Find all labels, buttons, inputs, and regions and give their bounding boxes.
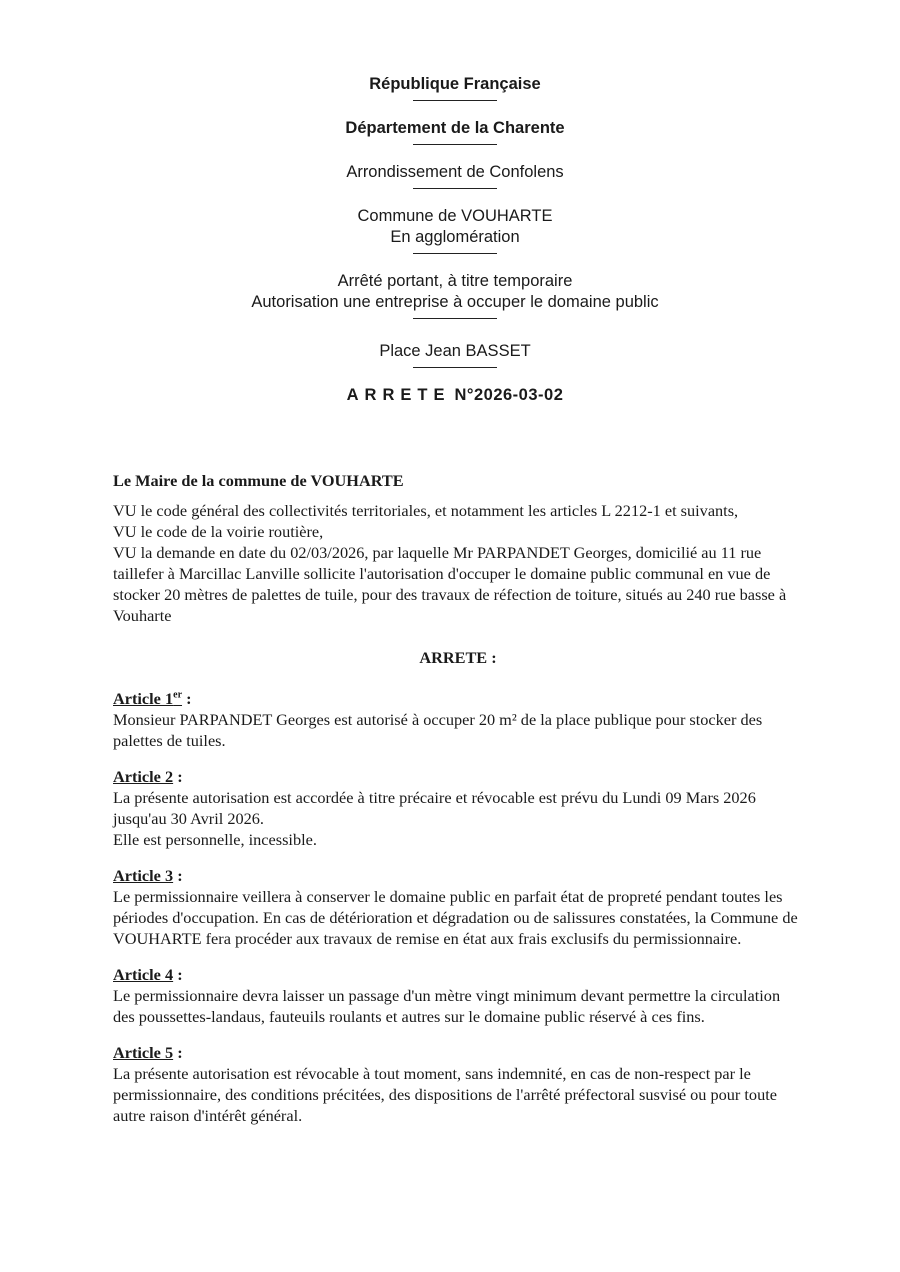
article-1-text: Monsieur PARPANDET Georges est autorisé à occuper 20 m² de la place publique pour stocker des palettes de tuiles. <box>113 710 763 750</box>
visa-paragraph: VU la demande en date du 02/03/2026, par laquelle Mr PARPANDET Georges, domicilié au 11 rue taillefer à Marcillac Lanville sollicite l'autorisation d'occuper le domaine public communal en vue de stocker 20 mètres de palettes de tuile, pour des travaux de réfection de toiture, situés au 240 rue basse à Vouharte <box>113 543 787 625</box>
article-3-title: Article 3 : <box>113 866 183 885</box>
header-rule <box>413 253 497 254</box>
maire-heading: Le Maire de la commune de VOUHARTE <box>113 471 404 490</box>
arrondissement-title: Arrondissement de Confolens <box>346 163 564 181</box>
header-rule <box>413 188 497 189</box>
article-4-text: Le permissionnaire devra laisser un passage d'un mètre vingt minimum devant permettre la circulation des poussettes-landaus, fauteuils roulants et autres sur le domaine public réservé à ces fins. <box>113 986 781 1026</box>
arrete-number-title <box>0 385 900 406</box>
article-1-title: Article 1er : <box>113 689 192 708</box>
arrete-subject-line2: Autorisation une entreprise à occuper le domaine public <box>251 293 659 311</box>
visa-paragraph: VU le code général des collectivités territoriales, et notamment les articles L 2212-1 et suivants, <box>113 501 739 520</box>
header-rule <box>413 100 497 101</box>
department-title: Département de la Charente <box>345 119 565 137</box>
article-3-text: Le permissionnaire veillera à conserver le domaine public en parfait état de propreté pendant toutes les périodes d'occupation. En cas de détérioration et dégradation ou de salissures constatées, la Commune de VOUHARTE fera procéder aux travaux de remise en état aux frais exclusifs du permissionnaire. <box>113 887 798 948</box>
article-2-text-extra: Elle est personnelle, incessible. <box>113 830 317 849</box>
article-5-title: Article 5 : <box>113 1043 183 1062</box>
article-2-title: Article 2 : <box>113 767 183 786</box>
location-title: Place Jean BASSET <box>379 342 531 360</box>
republic-title: République Française <box>369 75 541 93</box>
commune-title: Commune de VOUHARTE <box>357 207 553 225</box>
arrete-number: N°2026-03-02 <box>454 386 564 404</box>
header-rule <box>413 318 497 319</box>
agglomeration-title: En agglomération <box>390 228 520 246</box>
article-4-title: Article 4 : <box>113 965 183 984</box>
arrete-subject-line1: Arrêté portant, à titre temporaire <box>337 272 573 290</box>
article-5-text: La présente autorisation est révocable à tout moment, sans indemnité, en cas de non-respect par le permissionnaire, des conditions précitées, des dispositions de l'arrêté préfectoral susvisé ou pour toute autre raison d'intérêt général. <box>113 1064 777 1125</box>
article-2-text: La présente autorisation est accordée à titre précaire et révocable est prévu du Lundi 09 Mars 2026 jusqu'au 30 Avril 2026. <box>113 788 756 828</box>
header-rule <box>413 144 497 145</box>
arrete-word: ARRETE <box>346 386 451 404</box>
document-body <box>113 470 803 1126</box>
header-rule <box>413 367 497 368</box>
arrete-heading: ARRETE : <box>419 648 497 667</box>
document-header <box>0 74 900 406</box>
visa-paragraph: VU le code de la voirie routière, <box>113 522 324 541</box>
